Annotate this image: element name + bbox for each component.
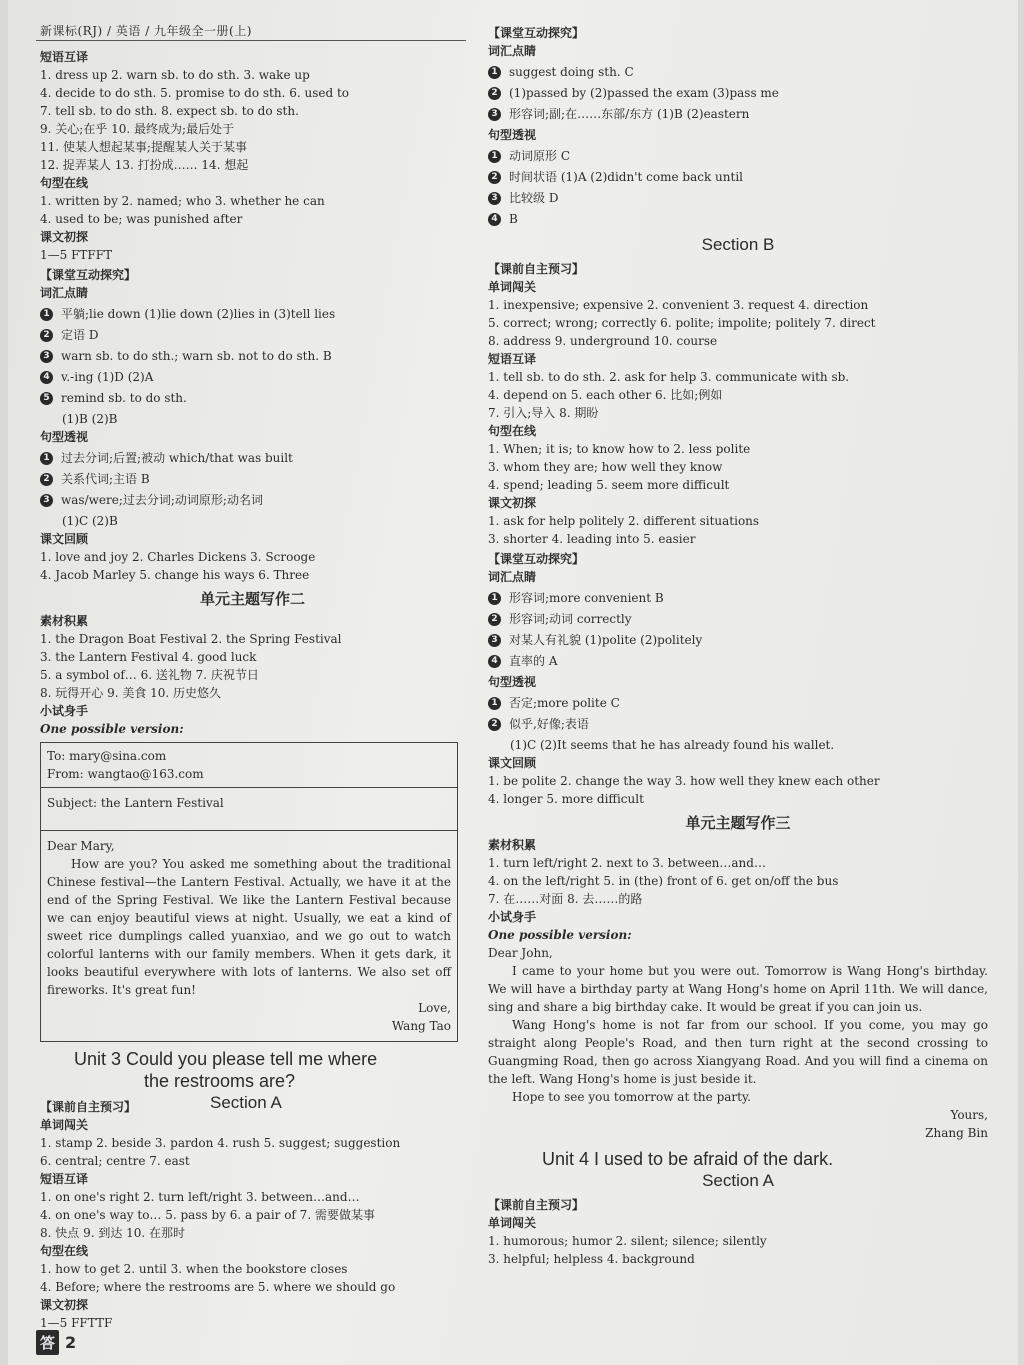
pattern2-extra: (1)C (2)It seems that he has already found his wallet. [510, 738, 835, 752]
page-number: 2 [65, 1333, 77, 1352]
phrase-line: 11. 使某人想起某事;提醒某人关于某事 [40, 140, 247, 154]
email-subject: Subject: the Lantern Festival [41, 788, 457, 831]
number-marker: 3 [488, 634, 501, 647]
vocab-item [488, 105, 988, 123]
version-label: One possible version: [40, 722, 184, 736]
text-answer: 1—5 FTFFT [40, 248, 113, 262]
phrases-heading: 短语互译 [40, 50, 89, 64]
letter-paragraph: Wang Hong's home is not far from our school. If you come, you may go straight along People's Road, and then turn right at the second crossing to Guangming Road, then go across Xiangyang Road. And you will find a cinema on the left. Wang Hong's home is just beside it. [488, 1018, 988, 1086]
vocab-heading: 词汇点睛 [40, 286, 89, 300]
section-a-title: Section A [702, 1171, 774, 1190]
pattern-text: 时间状语 (1)A (2)didn't come back until [509, 170, 743, 184]
header-rule [36, 40, 466, 41]
material-line: 5. a symbol of… 6. 送礼物 7. 庆祝节日 [40, 668, 259, 682]
unit3-title [40, 1048, 465, 1092]
vocab-item [488, 84, 988, 102]
number-marker: 1 [40, 308, 53, 321]
vocab-heading: 词汇点睛 [488, 44, 537, 58]
vocab-text: remind sb. to do sth. [61, 391, 187, 405]
vocab2-text: 形容词;动词 correctly [509, 612, 632, 626]
number-marker: 2 [40, 473, 53, 486]
pattern-text: 关系代词;主语 B [61, 472, 150, 486]
pattern-text: 动词原形 C [509, 149, 570, 163]
words2-line: 1. humorous; humor 2. silent; silence; silently [488, 1234, 767, 1248]
phrase-line: 4. depend on 5. each other 6. 比如;例如 [488, 388, 723, 402]
words-line: 8. address 9. underground 10. course [488, 334, 718, 348]
words-line: 5. correct; wrong; correctly 6. polite; impolite; politely 7. direct [488, 316, 876, 330]
pattern-heading: 句型透视 [40, 430, 89, 444]
vocab-text: 定语 D [61, 328, 99, 342]
phrases2-line: 4. on one's way to… 5. pass by 6. a pair of 7. 需要做某事 [40, 1208, 375, 1222]
vocab-text: 形容词;副;在……东部/东方 (1)B (2)eastern [509, 107, 750, 121]
phrases2-line: 8. 快点 9. 到达 10. 在那时 [40, 1226, 186, 1240]
writing-heading: 单元主题写作二 [199, 590, 305, 608]
material-line: 1. the Dragon Boat Festival 2. the Spring Festival [40, 632, 342, 646]
pattern-text: 比较级 D [509, 191, 559, 205]
letter-greeting: Dear John, [488, 946, 553, 960]
letter [488, 944, 988, 1142]
email-header [41, 743, 457, 788]
phrases2-line: 1. on one's right 2. turn left/right 3. between…and… [40, 1190, 360, 1204]
vocab-item [488, 63, 988, 81]
vocab-item [40, 389, 465, 407]
material-line: 8. 玩得开心 9. 美食 10. 历史悠久 [40, 686, 222, 700]
sentence-line: 4. spend; leading 5. seem more difficult [488, 478, 730, 492]
letter-closing: Yours, [950, 1108, 988, 1122]
pattern-extra: (1)C (2)B [62, 514, 118, 528]
vocab2-text: 形容词;more convenient B [509, 591, 664, 605]
text-heading: 课文初探 [40, 230, 89, 244]
phrase-line: 4. decide to do sth. 5. promise to do sth. 6. used to [40, 86, 350, 100]
pattern-text: B [509, 212, 518, 226]
pattern2-text: 否定;more polite C [509, 696, 620, 710]
class2-heading: 【课堂互动探究】 [488, 552, 585, 566]
phrase-line: 7. 引入;导入 8. 期盼 [488, 406, 599, 420]
phrases-heading: 短语互译 [488, 352, 537, 366]
pattern-item [488, 168, 988, 186]
vocab2-item [488, 589, 988, 607]
sentences2-line: 4. Before; where the restrooms are 5. where we should go [40, 1280, 396, 1294]
number-marker: 2 [488, 171, 501, 184]
pattern-item [40, 491, 465, 509]
number-marker: 3 [40, 350, 53, 363]
review-line: 4. Jacob Marley 5. change his ways 6. Three [40, 568, 310, 582]
email-closing: Love, [418, 1001, 451, 1015]
vocab2-text: 直率的 A [509, 654, 558, 668]
unit3-title-line2: the restrooms are? [144, 1071, 296, 1091]
material-line: 1. turn left/right 2. next to 3. between…and… [488, 856, 766, 870]
vocab-item [40, 326, 465, 344]
sentences-heading: 句型在线 [40, 176, 89, 190]
running-header: 新课标(RJ) / 英语 / 九年级全一册(上) [40, 24, 252, 38]
pattern-item [40, 449, 465, 467]
pattern-item [488, 210, 988, 228]
text-line: 1. ask for help politely 2. different situations [488, 514, 760, 528]
vocab-text: v.-ing (1)D (2)A [61, 370, 154, 384]
pattern-heading: 句型透视 [488, 128, 537, 142]
answer-badge: 答 [36, 1330, 59, 1355]
review-line: 4. longer 5. more difficult [488, 792, 644, 806]
vocab-item [40, 347, 465, 365]
phrases2-heading: 短语互译 [40, 1172, 89, 1186]
section-a-title: Section A [210, 1093, 282, 1112]
pattern2-item [488, 715, 988, 733]
email-box [40, 742, 458, 1042]
number-marker: 1 [488, 697, 501, 710]
left-column [40, 48, 465, 1332]
letter-paragraph: I came to your home but you were out. Tomorrow is Wang Hong's birthday. We will have a birthday party at Wang Hong's home on April 11th. We will dance, sing and share a big birthday cake. It would be great if you can join us. [488, 964, 988, 1014]
text2-heading: 课文初探 [40, 1298, 89, 1312]
section-b-title: Section B [701, 235, 775, 254]
vocab-text: suggest doing sth. C [509, 65, 634, 79]
number-marker: 2 [488, 87, 501, 100]
material-line: 3. the Lantern Festival 4. good luck [40, 650, 257, 664]
email-greeting: Dear Mary, [47, 839, 115, 853]
number-marker: 4 [40, 371, 53, 384]
phrase-line: 7. tell sb. to do sth. 8. expect sb. to do sth. [40, 104, 299, 118]
try-heading: 小试身手 [488, 910, 537, 924]
vocab-item [40, 305, 465, 323]
material-line: 4. on the left/right 5. in (the) front of 6. get on/off the bus [488, 874, 839, 888]
email-signature: Wang Tao [391, 1019, 451, 1033]
material-heading: 素材积累 [40, 614, 89, 628]
number-marker: 3 [40, 494, 53, 507]
vocab-text: (1)passed by (2)passed the exam (3)pass me [509, 86, 779, 100]
number-marker: 2 [488, 613, 501, 626]
phrase-line: 1. dress up 2. warn sb. to do sth. 3. wake up [40, 68, 310, 82]
pattern-item [488, 147, 988, 165]
words-line: 1. stamp 2. beside 3. pardon 4. rush 5. suggest; suggestion [40, 1136, 401, 1150]
words2-heading: 单词闯关 [488, 1216, 537, 1230]
review-heading: 课文回顾 [40, 532, 89, 546]
sentence-line: 1. written by 2. named; who 3. whether he can [40, 194, 325, 208]
email-body [41, 831, 457, 1041]
vocab-extra: (1)B (2)B [62, 412, 118, 426]
words-heading: 单词闯关 [488, 280, 537, 294]
vocab2-text: 对某人有礼貌 (1)polite (2)politely [509, 633, 703, 647]
number-marker: 1 [40, 452, 53, 465]
number-marker: 5 [40, 392, 53, 405]
review-line: 1. love and joy 2. Charles Dickens 3. Scrooge [40, 550, 316, 564]
right-column [488, 22, 988, 1268]
try-heading: 小试身手 [40, 704, 89, 718]
number-marker: 4 [488, 655, 501, 668]
vocab2-heading: 词汇点睛 [488, 570, 537, 584]
number-marker: 1 [488, 592, 501, 605]
sentences2-heading: 句型在线 [40, 1244, 89, 1258]
vocab2-item [488, 610, 988, 628]
preview-heading: 【课前自主预习】 [40, 1100, 137, 1114]
number-marker: 3 [488, 108, 501, 121]
text-line: 3. shorter 4. leading into 5. easier [488, 532, 696, 546]
pattern-item [40, 470, 465, 488]
phrase-line: 12. 捉弄某人 13. 打扮成…… 14. 想起 [40, 158, 249, 172]
review-line: 1. be polite 2. change the way 3. how well they knew each other [488, 774, 880, 788]
sentences2-line: 1. how to get 2. until 3. when the bookstore closes [40, 1262, 348, 1276]
number-marker: 1 [488, 150, 501, 163]
pattern2-heading: 句型透视 [488, 675, 537, 689]
material-heading: 素材积累 [488, 838, 537, 852]
phrase-line: 9. 关心;在乎 10. 最终成为;最后处于 [40, 122, 235, 136]
text2-answer: 1—5 FFTTF [40, 1316, 113, 1330]
email-paragraph: How are you? You asked me something about the traditional Chinese festival—the Lantern Festival. Actually, we have it at the end of the Spring Festival. We like the Lantern Festival because we can enjoy beautiful views at night. Usually, we eat a kind of sweet rice dumplings called yuanxiao, and we go out to watch colorful lanterns with our family members. When it gets dark, it looks beautiful everywhere with lots of lanterns. We also set off fireworks. It's great fun! [47, 857, 451, 997]
version-label: One possible version: [488, 928, 632, 942]
unit4-title: Unit 4 I used to be afraid of the dark. [542, 1149, 834, 1169]
text-heading: 课文初探 [488, 496, 537, 510]
vocab-text: 平躺;lie down (1)lie down (2)lies in (3)tell lies [61, 307, 336, 321]
letter-signature: Zhang Bin [925, 1126, 988, 1140]
email-to: To: mary@sina.com [47, 749, 167, 763]
number-marker: 3 [488, 192, 501, 205]
class-heading: 【课堂互动探究】 [40, 268, 137, 282]
sentences-heading: 句型在线 [488, 424, 537, 438]
letter-paragraph: Hope to see you tomorrow at the party. [512, 1090, 751, 1104]
pattern-text: was/were;过去分词;动词原形;动名词 [61, 493, 263, 507]
vocab2-item [488, 631, 988, 649]
pattern2-item [488, 694, 988, 712]
words-line: 6. central; centre 7. east [40, 1154, 190, 1168]
number-marker: 4 [488, 213, 501, 226]
words-heading: 单词闯关 [40, 1118, 89, 1132]
sentence-line: 3. whom they are; how well they know [488, 460, 723, 474]
pattern-item [488, 189, 988, 207]
words-line: 1. inexpensive; expensive 2. convenient 3. request 4. direction [488, 298, 869, 312]
class-heading: 【课堂互动探究】 [488, 26, 585, 40]
pattern-text: 过去分词;后置;被动 which/that was built [61, 451, 293, 465]
number-marker: 1 [488, 66, 501, 79]
preview-heading: 【课前自主预习】 [488, 262, 585, 276]
number-marker: 2 [40, 329, 53, 342]
writing-heading: 单元主题写作三 [685, 814, 791, 832]
vocab2-item [488, 652, 988, 670]
email-from: From: wangtao@163.com [47, 767, 204, 781]
sentence-line: 1. When; it is; to know how to 2. less polite [488, 442, 751, 456]
page-footer [36, 1330, 76, 1355]
preview-row [40, 1094, 465, 1116]
words2-line: 3. helpful; helpless 4. background [488, 1252, 695, 1266]
pattern2-text: 似乎,好像;表语 [509, 717, 589, 731]
sentence-line: 4. used to be; was punished after [40, 212, 243, 226]
review-heading: 课文回顾 [488, 756, 537, 770]
material-line: 7. 在……对面 8. 去……的路 [488, 892, 643, 906]
vocab-text: warn sb. to do sth.; warn sb. not to do sth. B [61, 349, 332, 363]
page [8, 0, 1018, 1365]
preview2-heading: 【课前自主预习】 [488, 1198, 585, 1212]
number-marker: 2 [488, 718, 501, 731]
vocab-item [40, 368, 465, 386]
phrase-line: 1. tell sb. to do sth. 2. ask for help 3. communicate with sb. [488, 370, 850, 384]
unit3-title-line1: Unit 3 Could you please tell me where [74, 1049, 378, 1069]
